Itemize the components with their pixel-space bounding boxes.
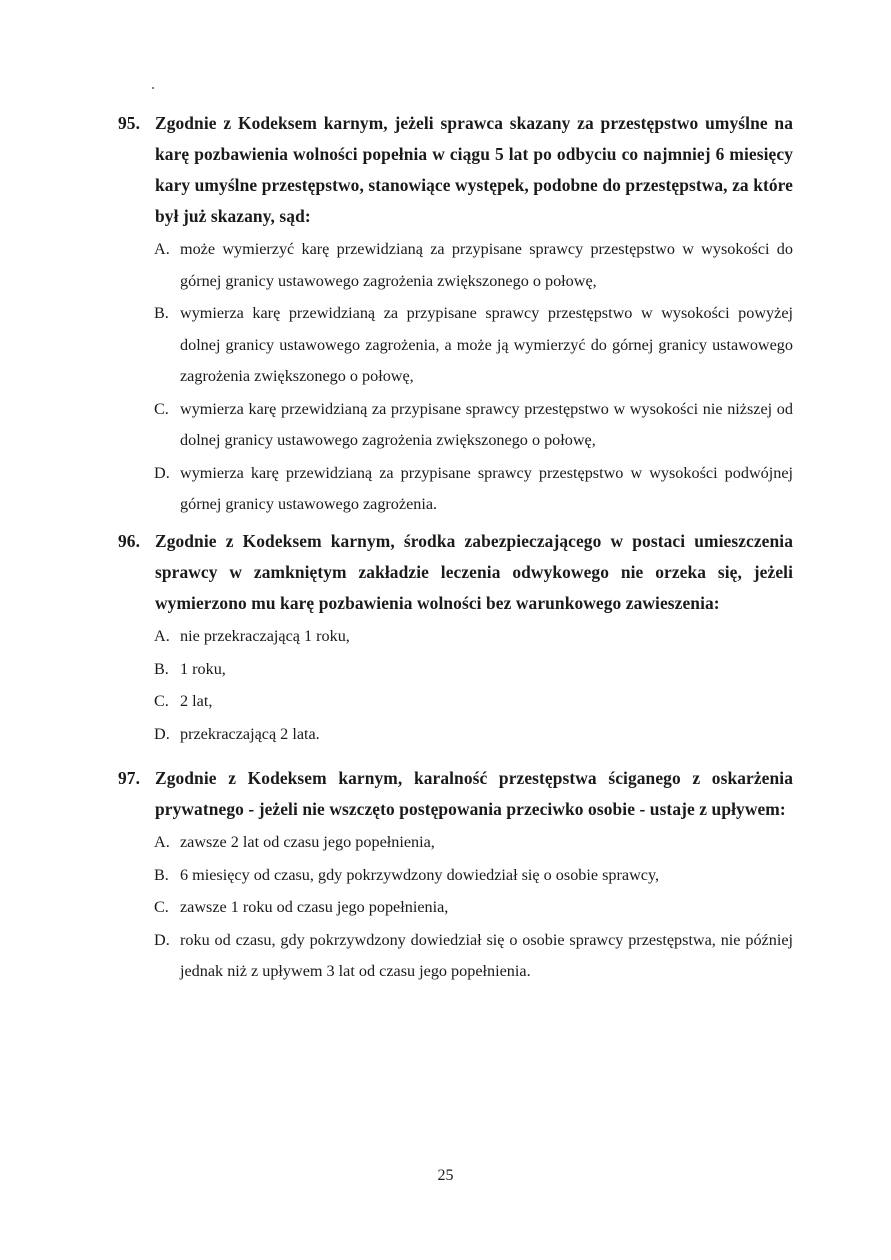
- question-text: Zgodnie z Kodeksem karnym, jeżeli sprawca skazany za przestępstwo umyślne na karę pozbawienia wolności popełnia w ciągu 5 lat po odbyciu co najmniej 6 miesięcy kary umyślne przestępstwo, stanowiące występek, podobne do przestępstwa, za które był już skazany, sąd:: [155, 113, 793, 226]
- answer-text: 1 roku,: [180, 659, 226, 678]
- answer-list: [118, 827, 793, 988]
- answer-letter: B.: [154, 659, 169, 678]
- question-stem: [118, 526, 793, 619]
- page-number: 25: [437, 1167, 454, 1184]
- answer-letter: D.: [154, 930, 170, 949]
- answer-text: wymierza karę przewidzianą za przypisane sprawcy przestępstwo w wysokości powyżej dolnej granicy ustawowego zagrożenia, a może ją wymierzyć do górnej granicy ustawowego zagrożenia zwiększonego o połowę,: [180, 304, 793, 385]
- answer-option-d: [154, 458, 793, 521]
- answer-text: nie przekraczającą 1 roku,: [180, 627, 350, 645]
- answer-letter: C.: [154, 692, 169, 710]
- answer-letter: A.: [154, 627, 170, 645]
- answer-option-c: [154, 892, 793, 924]
- question-stem: [118, 108, 793, 232]
- question-95: [118, 108, 793, 522]
- answer-option-a: [154, 827, 793, 859]
- question-stem: [118, 763, 793, 825]
- answer-letter: A.: [154, 240, 170, 258]
- question-number: 95.: [118, 113, 141, 133]
- answer-text: może wymierzyć karę przewidzianą za przypisane sprawcy przestępstwo w wysokości do górnej granicy ustawowego zagrożenia zwiększonego o połowę,: [180, 240, 793, 290]
- answer-text: wymierza karę przewidzianą za przypisane sprawcy przestępstwo w wysokości podwójnej górnej granicy ustawowego zagrożenia.: [180, 463, 793, 513]
- answer-text: przekraczającą 2 lata.: [180, 724, 320, 743]
- answer-letter: B.: [154, 865, 169, 884]
- answer-text: 2 lat,: [180, 692, 213, 710]
- answer-option-b: [154, 860, 793, 892]
- question-number: 97.: [118, 768, 141, 788]
- answer-letter: D.: [154, 724, 170, 743]
- question-97: [118, 763, 793, 989]
- answer-option-b: [154, 298, 793, 393]
- answer-text: zawsze 1 roku od czasu jego popełnienia,: [180, 898, 449, 916]
- answer-letter: B.: [154, 304, 169, 322]
- answer-text: wymierza karę przewidzianą za przypisane sprawcy przestępstwo w wysokości nie niższej od dolnej granicy ustawowego zagrożenia zwiększonego o połowę,: [180, 399, 793, 449]
- answer-list: [118, 621, 793, 750]
- answer-option-b: [154, 654, 793, 686]
- answer-list: [118, 234, 793, 521]
- answer-option-a: [154, 621, 793, 653]
- question-text: Zgodnie z Kodeksem karnym, środka zabezpieczającego w postaci umieszczenia sprawcy w zamkniętym zakładzie leczenia odwykowego nie orzeka się, jeżeli wymierzono mu karę pozbawienia wolności bez warunkowego zawieszenia:: [155, 531, 793, 613]
- answer-option-c: [154, 686, 793, 718]
- answer-letter: A.: [154, 833, 170, 851]
- answer-text: roku od czasu, gdy pokrzywdzony dowiedział się o osobie sprawcy przestępstwa, nie później jednak niż z upływem 3 lat od czasu jego popełnienia.: [180, 930, 793, 980]
- answer-option-d: [154, 719, 793, 751]
- question-number: 96.: [118, 531, 141, 551]
- question-96: [118, 526, 793, 751]
- answer-text: zawsze 2 lat od czasu jego popełnienia,: [180, 833, 435, 851]
- scan-speck: [152, 87, 154, 89]
- answer-option-c: [154, 394, 793, 457]
- answer-option-d: [154, 925, 793, 988]
- answer-letter: D.: [154, 463, 170, 482]
- answer-text: 6 miesięcy od czasu, gdy pokrzywdzony dowiedział się o osobie sprawcy,: [180, 865, 660, 884]
- answer-letter: C.: [154, 399, 169, 418]
- question-text: Zgodnie z Kodeksem karnym, karalność przestępstwa ściganego z oskarżenia prywatnego - jeżeli nie wszczęto postępowania przeciwko osobie - ustaje z upływem:: [155, 768, 793, 819]
- answer-letter: C.: [154, 898, 169, 916]
- answer-option-a: [154, 234, 793, 297]
